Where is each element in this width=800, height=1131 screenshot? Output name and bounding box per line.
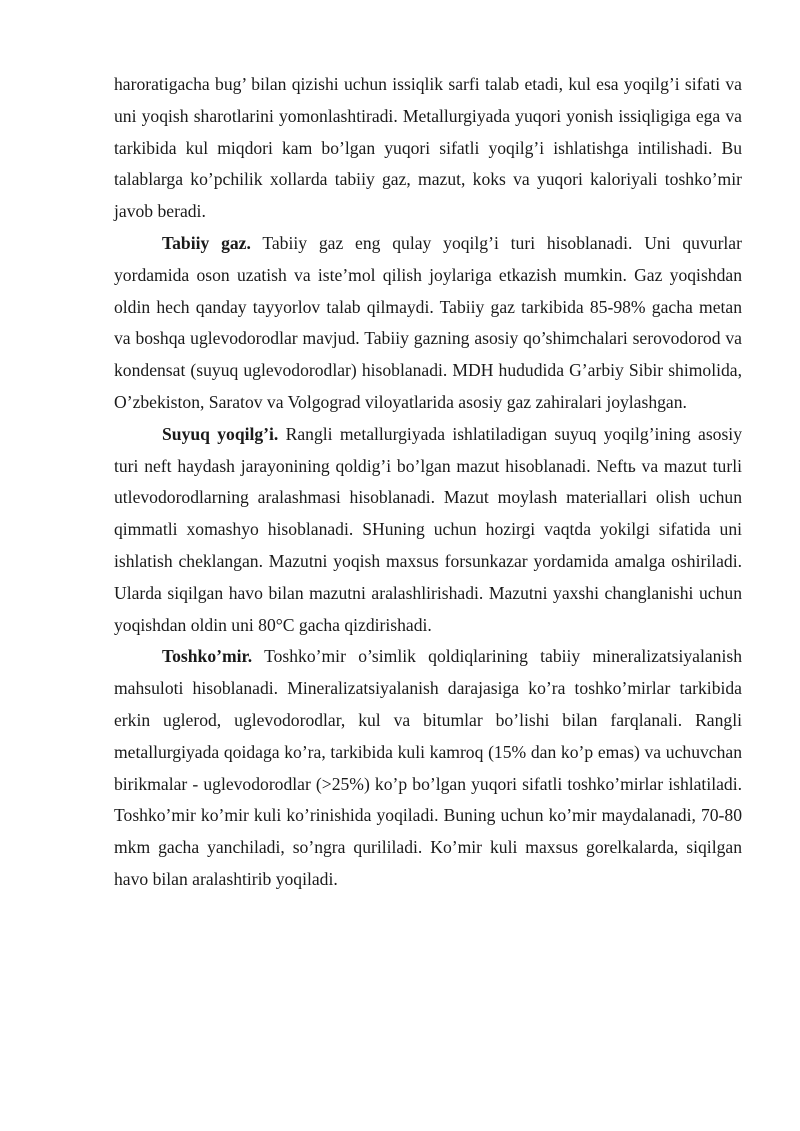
paragraph-intro [114, 69, 742, 228]
paragraph-heading: Toshko’mir. [162, 646, 253, 667]
paragraph-suyuq-yoqilgi [114, 419, 742, 642]
paragraph-text: Rangli metallurgiyada ishlatiladigan suyuq yoqilg’ining asosiy turi neft haydash jarayonining qoldig’i bo’lgan mazut hisoblanadi. Neftь va mazut turli utlevodorodlarning aralashmasi hisoblanadi. Mazut moylash materiallari olish uchun qimmatli xomashyo hisoblanadi. SHuning uchun hozirgi vaqtda yokilgi sifatida uni ishlatish cheklangan. Mazutni yoqish maxsus forsunkazar yordamida amalga oshiriladi. Ularda siqilgan havo bilan mazutni aralashlirishadi. Mazutni yaxshi changlanishi uchun yoqishdan oldin uni 80°C gacha qizdirishadi. [114, 423, 742, 635]
paragraph-tabiiy-gaz [114, 228, 742, 419]
paragraph-text: Toshko’mir o’simlik qoldiqlarining tabiiy mineralizatsiyalanish mahsuloti hisoblanadi. Mineralizatsiyalanish darajasiga ko’ra toshko’mirlar tarkibida erkin uglerod, uglevodorodlar, kul va bitumlar bo’lishi bilan farqlanali. Rangli metallurgiyada qoidaga ko’ra, tarkibida kuli kamroq (15% dan ko’p emas) va uchuvchan birikmalar - uglevodorodlar (>25%) ko’p bo’lgan yuqori sifatli toshko’mirlar ishlatiladi. Toshko’mir ko’mir kuli ko’rinishida yoqiladi. Buning uchun ko’mir maydalanadi, 70-80 mkm gacha yanchiladi, so’ngra qurililadi. Ko’mir kuli maxsus gorelkalarda, siqilgan havo bilan aralashtirib yoqiladi. [114, 646, 742, 889]
document-page [114, 69, 742, 896]
paragraph-heading: Tabiiy gaz. [162, 232, 251, 253]
paragraph-heading: Suyuq yoqilg’i. [162, 423, 279, 444]
paragraph-text: haroratigacha bug’ bilan qizishi uchun issiqlik sarfi talab etadi, kul esa yoqilg’i sifati va uni yoqish sharotlarini yomonlashtiradi. Metallurgiyada yuqori yonish issiqligiga ega va tarkibida kul miqdori kam bo’lgan yuqori sifatli yoqilg’i ishlatishga intilishadi. Bu talablarga ko’pchilik xollarda tabiiy gaz, mazut, koks va yuqori kaloriyali toshko’mir javob beradi. [114, 74, 742, 222]
paragraph-toshkomir [114, 641, 742, 895]
paragraph-text: Tabiiy gaz eng qulay yoqilg’i turi hisoblanadi. Uni quvurlar yordamida oson uzatish va iste’mol qilish joylariga etkazish mumkin. Gaz yoqishdan oldin hech qanday tayyorlov talab qilmaydi. Tabiiy gaz tarkibida 85-98% gacha metan va boshqa uglevodorodlar mavjud. Tabiiy gazning asosiy qo’shimchalari serovodorod va kondensat (suyuq uglevodorodlar) hisoblanadi. MDH hududida G’arbiy Sibir shimolida, O’zbekiston, Saratov va Volgograd viloyatlarida asosiy gaz zahiralari joylashgan. [114, 232, 742, 412]
